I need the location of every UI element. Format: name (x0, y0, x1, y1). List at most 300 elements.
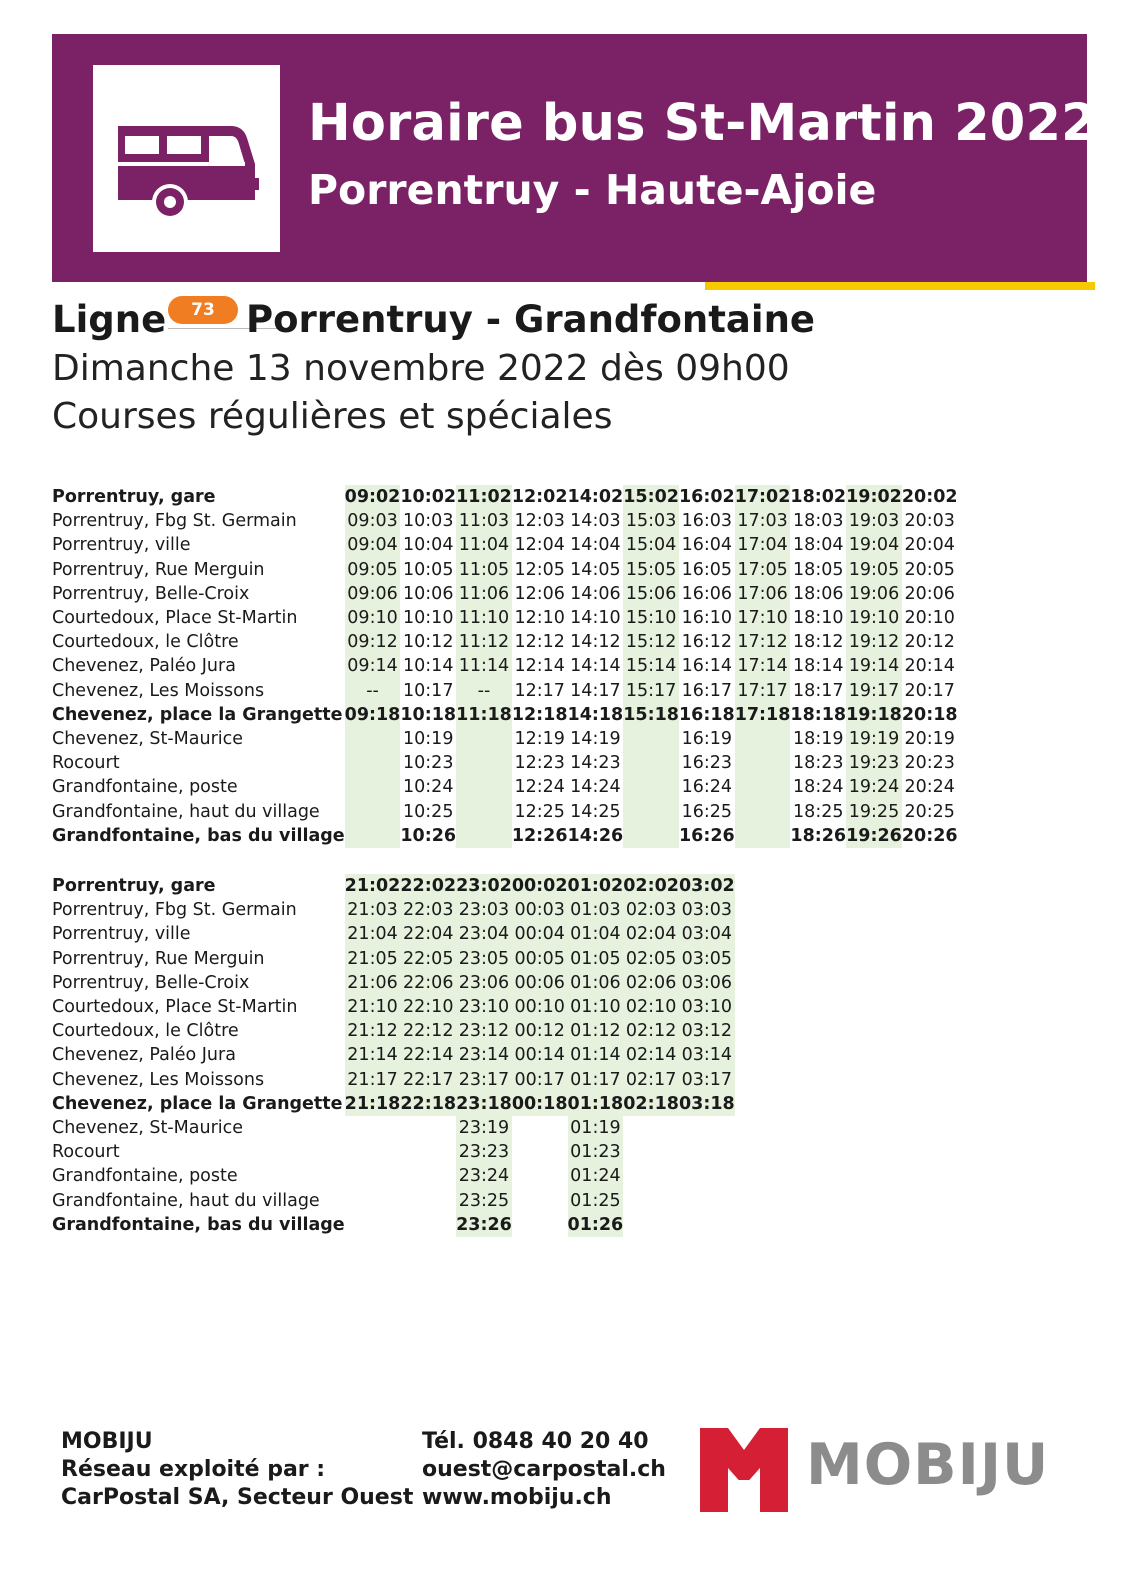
departure-time: 03:14 (679, 1043, 735, 1067)
table-row (52, 485, 958, 509)
header-banner (52, 34, 1097, 282)
departure-time (456, 727, 512, 751)
departure-time: 15:05 (623, 558, 679, 582)
stop-name: Porrentruy, ville (52, 924, 191, 945)
departure-time: 20:05 (904, 559, 955, 580)
stop-name: Chevenez, Paléo Jura (52, 656, 236, 677)
departure-time: 17:04 (735, 533, 791, 557)
departure-time: 17:02 (735, 485, 791, 509)
departure-time: 21:05 (345, 947, 401, 971)
departure-time: 11:03 (456, 509, 512, 533)
departure-time: 02:17 (623, 1068, 679, 1092)
departure-time: 11:04 (456, 533, 512, 557)
courses-text: Courses régulières et spéciales (52, 396, 613, 437)
departure-time: 21:18 (345, 1092, 401, 1116)
stop-name: Chevenez, place la Grangette (52, 1093, 343, 1114)
departure-time: 15:18 (623, 703, 679, 727)
departure-time: 15:03 (623, 509, 679, 533)
stop-name: Grandfontaine, haut du village (52, 801, 320, 822)
departure-time (345, 751, 401, 775)
departure-time: 10:10 (403, 608, 454, 629)
departure-time: 22:06 (400, 971, 456, 995)
page-subtitle: Porrentruy - Haute-Ajoie (308, 166, 877, 214)
departure-time: 02:06 (623, 971, 679, 995)
departure-time: 20:23 (904, 753, 955, 774)
departure-time: 12:18 (511, 704, 568, 725)
departure-time: 09:03 (345, 509, 401, 533)
departure-time: 15:17 (623, 679, 679, 703)
departure-time (400, 1189, 456, 1213)
departure-time: 00:06 (512, 971, 568, 995)
line-route: Porrentruy - Grandfontaine (246, 298, 816, 341)
departure-time: 16:02 (678, 487, 735, 507)
mobiju-logo-text: MOBIJU (806, 1432, 1050, 1498)
departure-time: 01:05 (568, 947, 624, 971)
departure-time: 01:17 (568, 1068, 624, 1092)
departure-time: 23:19 (456, 1116, 512, 1140)
departure-time: 09:12 (345, 630, 401, 654)
departure-time: 21:17 (345, 1068, 401, 1092)
timetable-day (52, 485, 958, 848)
departure-time: 09:02 (345, 485, 401, 509)
departure-time: 03:05 (679, 947, 735, 971)
departure-time: 10:19 (403, 729, 454, 750)
departure-time (679, 1140, 735, 1164)
table-row (52, 947, 735, 971)
table-row (52, 824, 958, 848)
departure-time (623, 1116, 679, 1140)
departure-time: 17:06 (735, 582, 791, 606)
departure-time: 18:14 (793, 656, 844, 677)
departure-time: 19:10 (846, 606, 902, 630)
departure-time: 22:17 (400, 1068, 456, 1092)
departure-time: 00:10 (512, 995, 568, 1019)
departure-time: 09:14 (345, 654, 401, 678)
departure-time: 10:03 (403, 511, 454, 532)
departure-time (400, 1116, 456, 1140)
departure-time: 17:12 (735, 630, 791, 654)
departure-time: 12:12 (514, 632, 565, 653)
stop-name: Porrentruy, Rue Merguin (52, 948, 265, 969)
date-text: Dimanche 13 novembre 2022 dès 09h00 (52, 348, 790, 389)
departure-time: 03:06 (679, 971, 735, 995)
departure-time: 02:14 (623, 1043, 679, 1067)
departure-time (345, 1213, 401, 1237)
departure-time: 11:06 (456, 582, 512, 606)
departure-time: 19:04 (846, 533, 902, 557)
departure-time: 10:05 (403, 559, 454, 580)
departure-time: 22:03 (400, 898, 456, 922)
departure-time: 11:10 (456, 606, 512, 630)
departure-time: 17:14 (735, 654, 791, 678)
departure-time: 23:12 (456, 1019, 512, 1043)
departure-time: 03:10 (679, 995, 735, 1019)
departure-time: 09:10 (345, 606, 401, 630)
table-row (52, 922, 735, 946)
departure-time: 20:06 (904, 583, 955, 604)
departure-time: 16:10 (681, 608, 733, 629)
departure-time: 19:06 (846, 582, 902, 606)
departure-time: 02:04 (623, 922, 679, 946)
footer-operator (61, 1428, 413, 1512)
departure-time (679, 1189, 735, 1213)
departure-time: 11:02 (456, 485, 512, 509)
departure-time: 15:12 (623, 630, 679, 654)
table-row (52, 630, 958, 654)
departure-time: 18:18 (790, 704, 847, 725)
stop-name: Chevenez, Les Moissons (52, 680, 265, 701)
contact-phone: Tél. 0848 40 20 40 (422, 1429, 649, 1454)
stop-name: Grandfontaine, bas du village (52, 825, 345, 846)
departure-time: 02:10 (623, 995, 679, 1019)
departure-time: 09:04 (345, 533, 401, 557)
page-title: Horaire bus St-Martin 2022 (308, 94, 1097, 153)
stop-name: Rocourt (52, 753, 120, 774)
departure-time: 18:03 (793, 511, 844, 532)
departure-time: 18:25 (793, 801, 844, 822)
table-row (52, 533, 958, 557)
departure-time: 21:12 (345, 1019, 401, 1043)
departure-time: 16:03 (681, 511, 733, 532)
departure-time: 23:10 (456, 995, 512, 1019)
departure-time: 00:17 (512, 1068, 568, 1092)
departure-time: 22:14 (400, 1043, 456, 1067)
departure-time: 16:12 (681, 632, 733, 653)
departure-time: -- (456, 679, 512, 703)
departure-time: 14:19 (570, 729, 621, 750)
stop-name: Porrentruy, Belle-Croix (52, 583, 250, 604)
departure-time: 12:19 (514, 729, 565, 750)
departure-time: 22:02 (400, 874, 456, 898)
table-row (52, 1164, 735, 1188)
departure-time: 18:23 (793, 753, 844, 774)
departure-time: 19:25 (846, 800, 902, 824)
departure-time: 10:25 (403, 801, 454, 822)
departure-time (512, 1189, 568, 1213)
departure-time: 14:18 (567, 704, 624, 725)
departure-time: 20:04 (904, 535, 955, 556)
departure-time (735, 824, 791, 848)
departure-time: 20:10 (904, 608, 955, 629)
departure-time: 01:14 (568, 1043, 624, 1067)
table-row (52, 775, 958, 799)
departure-time: 16:26 (678, 825, 735, 846)
departure-time: 19:18 (846, 703, 902, 727)
departure-time (456, 775, 512, 799)
departure-time: 20:26 (901, 825, 958, 846)
departure-time: 15:10 (623, 606, 679, 630)
departure-time: 12:25 (514, 801, 565, 822)
departure-time (623, 751, 679, 775)
stop-name: Porrentruy, Fbg St. Germain (52, 511, 297, 532)
departure-time: 03:03 (679, 898, 735, 922)
departure-time: 17:05 (735, 558, 791, 582)
departure-time (512, 1164, 568, 1188)
stop-name: Grandfontaine, poste (52, 777, 238, 798)
departure-time: 01:12 (568, 1019, 624, 1043)
departure-time (623, 1189, 679, 1213)
departure-time: 12:05 (514, 559, 565, 580)
departure-time: 01:03 (568, 898, 624, 922)
departure-time (679, 1164, 735, 1188)
departure-time: 16:19 (681, 729, 733, 750)
departure-time: 20:03 (904, 511, 955, 532)
departure-time: 11:05 (456, 558, 512, 582)
departure-time: 14:14 (570, 656, 621, 677)
departure-time (456, 824, 512, 848)
departure-time: 14:17 (570, 680, 621, 701)
departure-time: 20:19 (904, 729, 955, 750)
departure-time: 18:19 (793, 729, 844, 750)
departure-time: 14:25 (570, 801, 621, 822)
departure-time: 19:19 (846, 727, 902, 751)
departure-time: 11:14 (456, 654, 512, 678)
departure-time: 10:18 (400, 704, 457, 725)
departure-time: 10:23 (403, 753, 454, 774)
departure-time: 16:05 (681, 559, 733, 580)
departure-time: 16:17 (681, 680, 733, 701)
departure-time: 18:02 (790, 487, 847, 507)
departure-time: 14:03 (570, 511, 621, 532)
departure-time: 15:02 (623, 485, 679, 509)
departure-time: 21:14 (345, 1043, 401, 1067)
departure-time: 10:12 (403, 632, 454, 653)
departure-time: 02:02 (623, 874, 679, 898)
table-row (52, 1213, 735, 1237)
departure-time: 20:18 (901, 704, 958, 725)
departure-time: 03:04 (679, 922, 735, 946)
departure-time: 11:12 (456, 630, 512, 654)
operator-name: MOBIJU (61, 1429, 153, 1454)
departure-time: 19:12 (846, 630, 902, 654)
stop-name: Courtedoux, Place St-Martin (52, 608, 298, 629)
stop-name: Porrentruy, gare (52, 876, 216, 896)
table-row (52, 898, 735, 922)
departure-time: 18:12 (793, 632, 844, 653)
departure-time: 03:12 (679, 1019, 735, 1043)
departure-time: 14:06 (570, 583, 621, 604)
departure-time: 23:02 (456, 874, 512, 898)
departure-time: 09:05 (345, 558, 401, 582)
departure-time: 22:05 (400, 947, 456, 971)
departure-time: 16:06 (681, 583, 733, 604)
footer-contact (422, 1428, 666, 1512)
departure-time: 18:05 (793, 559, 844, 580)
departure-time: 01:02 (568, 874, 624, 898)
line-label: Ligne (52, 298, 167, 341)
departure-time: 14:24 (570, 777, 621, 798)
departure-time: 20:17 (904, 680, 955, 701)
departure-time (735, 751, 791, 775)
stop-name: Grandfontaine, poste (52, 1166, 238, 1187)
departure-time: 01:10 (568, 995, 624, 1019)
stop-name: Porrentruy, Rue Merguin (52, 559, 265, 580)
departure-time: 01:19 (568, 1116, 624, 1140)
departure-time (623, 824, 679, 848)
table-row (52, 1116, 735, 1140)
departure-time (679, 1213, 735, 1237)
departure-time: 11:18 (456, 703, 512, 727)
departure-time: 15:14 (623, 654, 679, 678)
table-row (52, 582, 958, 606)
departure-time (735, 775, 791, 799)
departure-time: 02:12 (623, 1019, 679, 1043)
departure-time: 12:23 (514, 753, 565, 774)
departure-time: 17:17 (735, 679, 791, 703)
departure-time: 01:18 (568, 1092, 624, 1116)
departure-time (400, 1213, 456, 1237)
departure-time: 19:03 (846, 509, 902, 533)
departure-time: 18:17 (793, 680, 844, 701)
departure-time: 14:04 (570, 535, 621, 556)
departure-time: 23:06 (456, 971, 512, 995)
departure-time: 10:02 (400, 487, 457, 507)
table-row (52, 727, 958, 751)
table-row (52, 558, 958, 582)
departure-time: 23:14 (456, 1043, 512, 1067)
departure-time: 19:14 (846, 654, 902, 678)
departure-time (345, 1189, 401, 1213)
departure-time: 21:03 (345, 898, 401, 922)
bus-icon (113, 120, 263, 220)
departure-time: 18:06 (793, 583, 844, 604)
departure-time: 00:05 (512, 947, 568, 971)
departure-time: 02:18 (623, 1092, 679, 1116)
departure-time: 19:02 (846, 485, 902, 509)
departure-time (400, 1164, 456, 1188)
departure-time (345, 824, 401, 848)
departure-time: 01:26 (568, 1213, 624, 1237)
departure-time: 14:23 (570, 753, 621, 774)
stop-name: Chevenez, St-Maurice (52, 729, 244, 750)
departure-time: 17:10 (735, 606, 791, 630)
stop-name: Chevenez, Paléo Jura (52, 1045, 236, 1066)
departure-time: 23:04 (456, 922, 512, 946)
stop-name: Chevenez, St-Maurice (52, 1118, 244, 1139)
departure-time: 16:18 (678, 704, 735, 725)
departure-time: 01:06 (568, 971, 624, 995)
departure-time (345, 1140, 401, 1164)
departure-time: 12:10 (514, 608, 565, 629)
departure-time (456, 751, 512, 775)
table-row (52, 1043, 735, 1067)
departure-time: 00:04 (512, 922, 568, 946)
stop-name: Courtedoux, le Clôtre (52, 632, 239, 653)
departure-time: 02:03 (623, 898, 679, 922)
departure-time (623, 800, 679, 824)
departure-time: 23:25 (456, 1189, 512, 1213)
departure-time: 01:25 (568, 1189, 624, 1213)
departure-time: 22:04 (400, 922, 456, 946)
operator-company: CarPostal SA, Secteur Ouest (61, 1485, 414, 1510)
departure-time: 23:23 (456, 1140, 512, 1164)
departure-time: 00:14 (512, 1043, 568, 1067)
departure-time: 10:14 (403, 656, 454, 677)
departure-time: 12:26 (511, 825, 568, 846)
departure-time: 03:18 (679, 1092, 735, 1116)
departure-time: 00:03 (512, 898, 568, 922)
departure-time (345, 775, 401, 799)
departure-time: 22:10 (400, 995, 456, 1019)
stop-name: Porrentruy, Fbg St. Germain (52, 900, 297, 921)
mobiju-m-icon (700, 1428, 788, 1512)
departure-time: 15:06 (623, 582, 679, 606)
departure-time: 10:17 (403, 680, 454, 701)
departure-time: 10:26 (400, 825, 457, 846)
departure-time: 14:12 (570, 632, 621, 653)
table-row (52, 874, 735, 898)
departure-time: 23:03 (456, 898, 512, 922)
departure-time (623, 1140, 679, 1164)
departure-time (623, 775, 679, 799)
departure-time: 19:23 (846, 751, 902, 775)
departure-time: 20:14 (904, 656, 955, 677)
stop-name: Rocourt (52, 1142, 120, 1163)
departure-time: 21:02 (345, 874, 401, 898)
departure-time: 23:24 (456, 1164, 512, 1188)
departure-time: 16:23 (681, 753, 733, 774)
departure-time: 20:02 (901, 487, 958, 507)
operator-network: Réseau exploité par : (61, 1457, 326, 1482)
departure-time: 10:24 (403, 777, 454, 798)
departure-time: 20:25 (904, 801, 955, 822)
departure-time: 16:04 (681, 535, 733, 556)
departure-time: 01:24 (568, 1164, 624, 1188)
contact-website[interactable]: www.mobiju.ch (422, 1485, 612, 1510)
departure-time: 10:06 (403, 583, 454, 604)
contact-email[interactable]: ouest@carpostal.ch (422, 1457, 666, 1482)
departure-time: 23:26 (456, 1213, 512, 1237)
departure-time: 18:10 (793, 608, 844, 629)
departure-time: 00:12 (512, 1019, 568, 1043)
stop-name: Porrentruy, gare (52, 487, 216, 507)
table-row (52, 1140, 735, 1164)
departure-time: 14:02 (567, 487, 624, 507)
departure-time (400, 1140, 456, 1164)
departure-time: 22:18 (400, 1092, 456, 1116)
departure-time (512, 1140, 568, 1164)
departure-time: 17:03 (735, 509, 791, 533)
table-row (52, 1068, 735, 1092)
departure-time: 14:05 (570, 559, 621, 580)
departure-time: 21:06 (345, 971, 401, 995)
table-row (52, 751, 958, 775)
stop-name: Grandfontaine, bas du village (52, 1214, 345, 1235)
departure-time: 22:12 (400, 1019, 456, 1043)
table-row (52, 654, 958, 678)
departure-time: 10:04 (403, 535, 454, 556)
timetable-night (52, 874, 735, 1237)
table-row (52, 679, 958, 703)
departure-time (345, 800, 401, 824)
departure-time: 18:26 (790, 825, 847, 846)
departure-time (623, 1213, 679, 1237)
departure-time: 03:17 (679, 1068, 735, 1092)
departure-time (679, 1116, 735, 1140)
departure-time: 09:06 (345, 582, 401, 606)
departure-time: 01:04 (568, 922, 624, 946)
departure-time: 12:03 (514, 511, 565, 532)
departure-time: 00:02 (512, 874, 568, 898)
departure-time: 00:18 (512, 1092, 568, 1116)
table-row (52, 995, 735, 1019)
departure-time: 19:17 (846, 679, 902, 703)
departure-time: 19:26 (846, 824, 902, 848)
departure-time: 18:24 (793, 777, 844, 798)
stop-name: Porrentruy, Belle-Croix (52, 972, 250, 993)
departure-time: 23:17 (456, 1068, 512, 1092)
departure-time (345, 1116, 401, 1140)
